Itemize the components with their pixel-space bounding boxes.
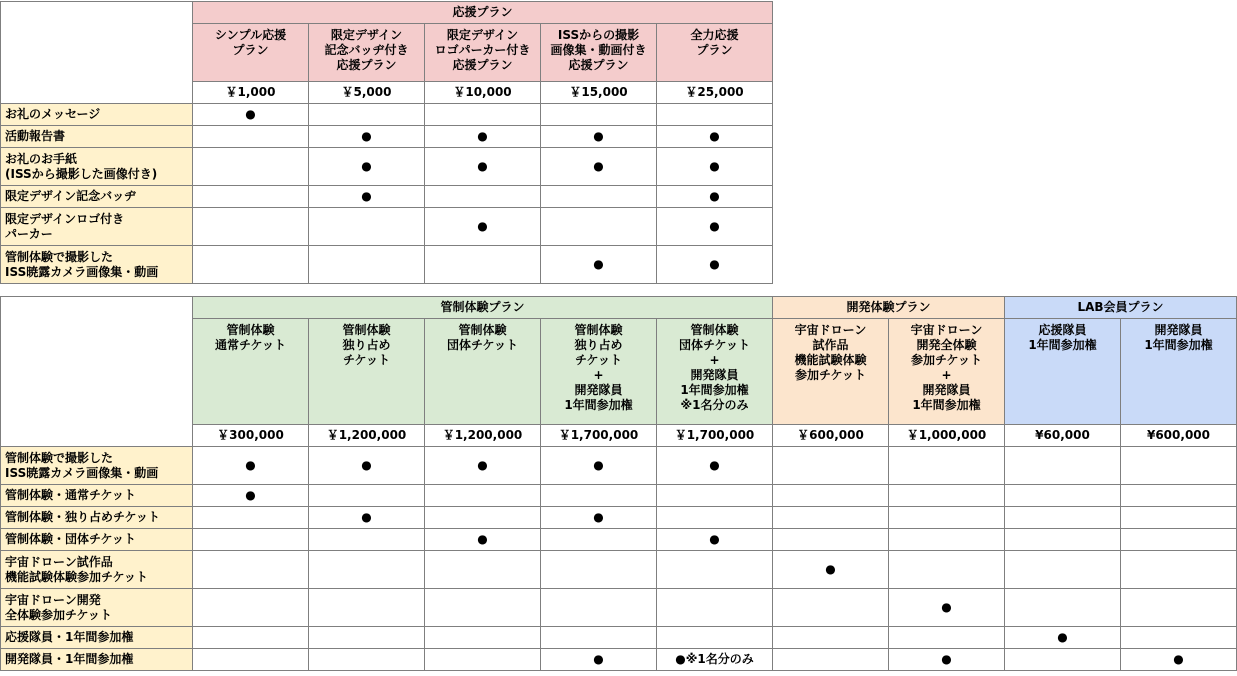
table-row xyxy=(1,186,773,208)
benefit-mark: ● xyxy=(309,148,425,186)
benefit-mark xyxy=(889,529,1005,551)
plan-price: ￥600,000 xyxy=(773,425,889,447)
benefit-mark xyxy=(657,589,773,627)
row-label: 管制体験・独り占めチケット xyxy=(1,507,193,529)
row-label: 管制体験で撮影した ISS暁露カメラ画像集・動画 xyxy=(1,246,193,284)
plan-price: ￥1,700,000 xyxy=(657,425,773,447)
benefit-mark xyxy=(1005,551,1121,589)
benefit-mark xyxy=(193,126,309,148)
row-label: 管制体験で撮影した ISS暁露カメラ画像集・動画 xyxy=(1,447,193,485)
row-label: 活動報告書 xyxy=(1,126,193,148)
benefit-mark: ● xyxy=(309,186,425,208)
benefit-mark: ● xyxy=(425,529,541,551)
row-label: 管制体験・通常チケット xyxy=(1,485,193,507)
benefit-mark xyxy=(541,529,657,551)
table-row xyxy=(1,126,773,148)
benefit-mark xyxy=(773,529,889,551)
table-row xyxy=(1,104,773,126)
benefit-mark xyxy=(657,627,773,649)
benefit-mark: ● xyxy=(657,246,773,284)
benefit-mark: ● xyxy=(309,126,425,148)
benefit-mark xyxy=(425,649,541,671)
benefit-mark xyxy=(657,507,773,529)
benefit-mark: ● xyxy=(657,208,773,246)
benefit-mark xyxy=(1121,485,1237,507)
plan-header: 限定デザイン ロゴパーカー付き 応援プラン xyxy=(425,24,541,82)
table-row xyxy=(1,447,1237,485)
group-title-control: 管制体験プラン xyxy=(193,297,773,319)
benefit-mark xyxy=(193,649,309,671)
benefit-mark: ● xyxy=(889,649,1005,671)
benefit-mark xyxy=(1121,529,1237,551)
benefit-mark: ● xyxy=(425,208,541,246)
benefit-mark xyxy=(889,551,1005,589)
benefit-mark: ● xyxy=(193,485,309,507)
benefit-mark xyxy=(425,246,541,284)
benefit-mark xyxy=(541,186,657,208)
row-label: 宇宙ドローン試作品 機能試験体験参加チケット xyxy=(1,551,193,589)
benefit-mark xyxy=(1121,589,1237,627)
benefit-mark: ● xyxy=(657,126,773,148)
corner-cell xyxy=(1,297,193,447)
plan-header: 管制体験 団体チケット + 開発隊員 1年間参加権 ※1名分のみ xyxy=(657,319,773,425)
benefit-mark: ● xyxy=(541,447,657,485)
benefit-mark xyxy=(193,551,309,589)
benefit-mark xyxy=(309,485,425,507)
table-row xyxy=(1,148,773,186)
support-plan-table xyxy=(0,1,773,284)
benefit-mark xyxy=(541,208,657,246)
benefit-mark: ● xyxy=(657,447,773,485)
plan-header: 管制体験 団体チケット xyxy=(425,319,541,425)
benefit-mark: ● xyxy=(773,551,889,589)
benefit-mark: ● xyxy=(889,589,1005,627)
benefit-mark xyxy=(309,246,425,284)
benefit-mark xyxy=(773,507,889,529)
benefit-mark xyxy=(425,551,541,589)
table-row xyxy=(1,246,773,284)
benefit-mark xyxy=(425,627,541,649)
benefit-mark xyxy=(1121,551,1237,589)
benefit-mark: ● xyxy=(1005,627,1121,649)
benefit-mark xyxy=(889,507,1005,529)
benefit-mark xyxy=(1005,529,1121,551)
table-row xyxy=(1,485,1237,507)
group-title-support: 応援プラン xyxy=(193,2,773,24)
plan-header: 宇宙ドローン 試作品 機能試験体験 参加チケット xyxy=(773,319,889,425)
benefit-mark xyxy=(1121,627,1237,649)
benefit-mark xyxy=(193,627,309,649)
plan-price: ￥1,000,000 xyxy=(889,425,1005,447)
table-row xyxy=(1,208,773,246)
row-label: 限定デザイン記念バッヂ xyxy=(1,186,193,208)
benefit-mark xyxy=(657,551,773,589)
benefit-mark xyxy=(309,104,425,126)
benefit-mark xyxy=(1005,589,1121,627)
row-label: 管制体験・団体チケット xyxy=(1,529,193,551)
table-row xyxy=(1,627,1237,649)
row-label: お礼のお手紙 (ISSから撮影した画像付き) xyxy=(1,148,193,186)
benefit-mark: ● xyxy=(193,447,309,485)
benefit-mark: ● xyxy=(193,104,309,126)
experience-plan-table xyxy=(0,296,1237,671)
table-row xyxy=(1,589,1237,627)
plan-header: 管制体験 独り占め チケット + 開発隊員 1年間参加権 xyxy=(541,319,657,425)
benefit-mark: ● xyxy=(309,507,425,529)
benefit-mark xyxy=(309,589,425,627)
benefit-mark xyxy=(773,627,889,649)
plan-header: シンプル応援 プラン xyxy=(193,24,309,82)
benefit-mark xyxy=(889,485,1005,507)
row-label: 開発隊員・1年間参加権 xyxy=(1,649,193,671)
plan-header: 限定デザイン 記念バッヂ付き 応援プラン xyxy=(309,24,425,82)
row-label: お礼のメッセージ xyxy=(1,104,193,126)
benefit-mark xyxy=(425,485,541,507)
benefit-mark xyxy=(1121,507,1237,529)
row-label: 宇宙ドローン開発 全体験参加チケット xyxy=(1,589,193,627)
benefit-mark xyxy=(309,627,425,649)
benefit-mark: ● xyxy=(541,148,657,186)
benefit-mark: ● xyxy=(541,126,657,148)
table-row xyxy=(1,649,1237,671)
benefit-mark xyxy=(309,649,425,671)
benefit-mark xyxy=(193,208,309,246)
plan-price: ￥1,200,000 xyxy=(425,425,541,447)
plan-price: ￥1,000 xyxy=(193,82,309,104)
benefit-mark xyxy=(541,551,657,589)
corner-cell xyxy=(1,2,193,104)
benefit-mark xyxy=(425,589,541,627)
benefit-mark xyxy=(541,627,657,649)
benefit-mark xyxy=(889,627,1005,649)
benefit-mark xyxy=(1005,485,1121,507)
benefit-mark xyxy=(425,186,541,208)
benefit-mark: ● xyxy=(541,246,657,284)
benefit-mark: ● xyxy=(309,447,425,485)
benefit-mark xyxy=(1005,447,1121,485)
table-row xyxy=(1,529,1237,551)
benefit-mark: ● xyxy=(425,126,541,148)
plan-header: ISSからの撮影 画像集・動画付き 応援プラン xyxy=(541,24,657,82)
benefit-mark xyxy=(1121,447,1237,485)
plan-price: ￥10,000 xyxy=(425,82,541,104)
benefit-mark: ● xyxy=(657,148,773,186)
plan-price: ￥1,200,000 xyxy=(309,425,425,447)
plan-price: ￥25,000 xyxy=(657,82,773,104)
benefit-mark xyxy=(425,104,541,126)
table-row xyxy=(1,551,1237,589)
benefit-mark xyxy=(193,148,309,186)
benefit-mark xyxy=(541,589,657,627)
benefit-mark xyxy=(425,507,541,529)
benefit-mark xyxy=(1005,649,1121,671)
benefit-mark: ● xyxy=(1121,649,1237,671)
benefit-mark xyxy=(193,529,309,551)
benefit-mark xyxy=(889,447,1005,485)
benefit-mark xyxy=(773,447,889,485)
plan-price: ￥300,000 xyxy=(193,425,309,447)
benefit-mark xyxy=(773,649,889,671)
benefit-mark: ● xyxy=(541,649,657,671)
benefit-mark xyxy=(773,485,889,507)
benefit-mark: ● xyxy=(657,529,773,551)
benefit-mark xyxy=(193,246,309,284)
plan-price: ¥60,000 xyxy=(1005,425,1121,447)
benefit-mark: ● xyxy=(541,507,657,529)
table-row xyxy=(1,507,1237,529)
benefit-mark: ●※1名分のみ xyxy=(657,649,773,671)
plan-header: 宇宙ドローン 開発全体験 参加チケット + 開発隊員 1年間参加権 xyxy=(889,319,1005,425)
benefit-mark xyxy=(193,186,309,208)
benefit-mark: ● xyxy=(425,148,541,186)
benefit-mark xyxy=(657,485,773,507)
benefit-mark xyxy=(193,507,309,529)
plan-price: ￥5,000 xyxy=(309,82,425,104)
plan-price: ¥600,000 xyxy=(1121,425,1237,447)
benefit-mark: ● xyxy=(425,447,541,485)
benefit-mark xyxy=(541,485,657,507)
benefit-mark xyxy=(193,589,309,627)
plan-header: 管制体験 独り占め チケット xyxy=(309,319,425,425)
plan-header: 管制体験 通常チケット xyxy=(193,319,309,425)
group-title-development: 開発体験プラン xyxy=(773,297,1005,319)
benefit-mark xyxy=(541,104,657,126)
plan-price: ￥1,700,000 xyxy=(541,425,657,447)
benefit-mark xyxy=(309,529,425,551)
benefit-mark xyxy=(309,208,425,246)
plan-header: 応援隊員 1年間参加権 xyxy=(1005,319,1121,425)
group-title-lab: LAB会員プラン xyxy=(1005,297,1237,319)
plan-header: 開発隊員 1年間参加権 xyxy=(1121,319,1237,425)
plan-header: 全力応援 プラン xyxy=(657,24,773,82)
benefit-mark xyxy=(657,104,773,126)
row-label: 応援隊員・1年間参加権 xyxy=(1,627,193,649)
benefit-mark xyxy=(773,589,889,627)
row-label: 限定デザインロゴ付き パーカー xyxy=(1,208,193,246)
benefit-mark: ● xyxy=(657,186,773,208)
plan-price: ￥15,000 xyxy=(541,82,657,104)
benefit-mark xyxy=(309,551,425,589)
benefit-mark xyxy=(1005,507,1121,529)
